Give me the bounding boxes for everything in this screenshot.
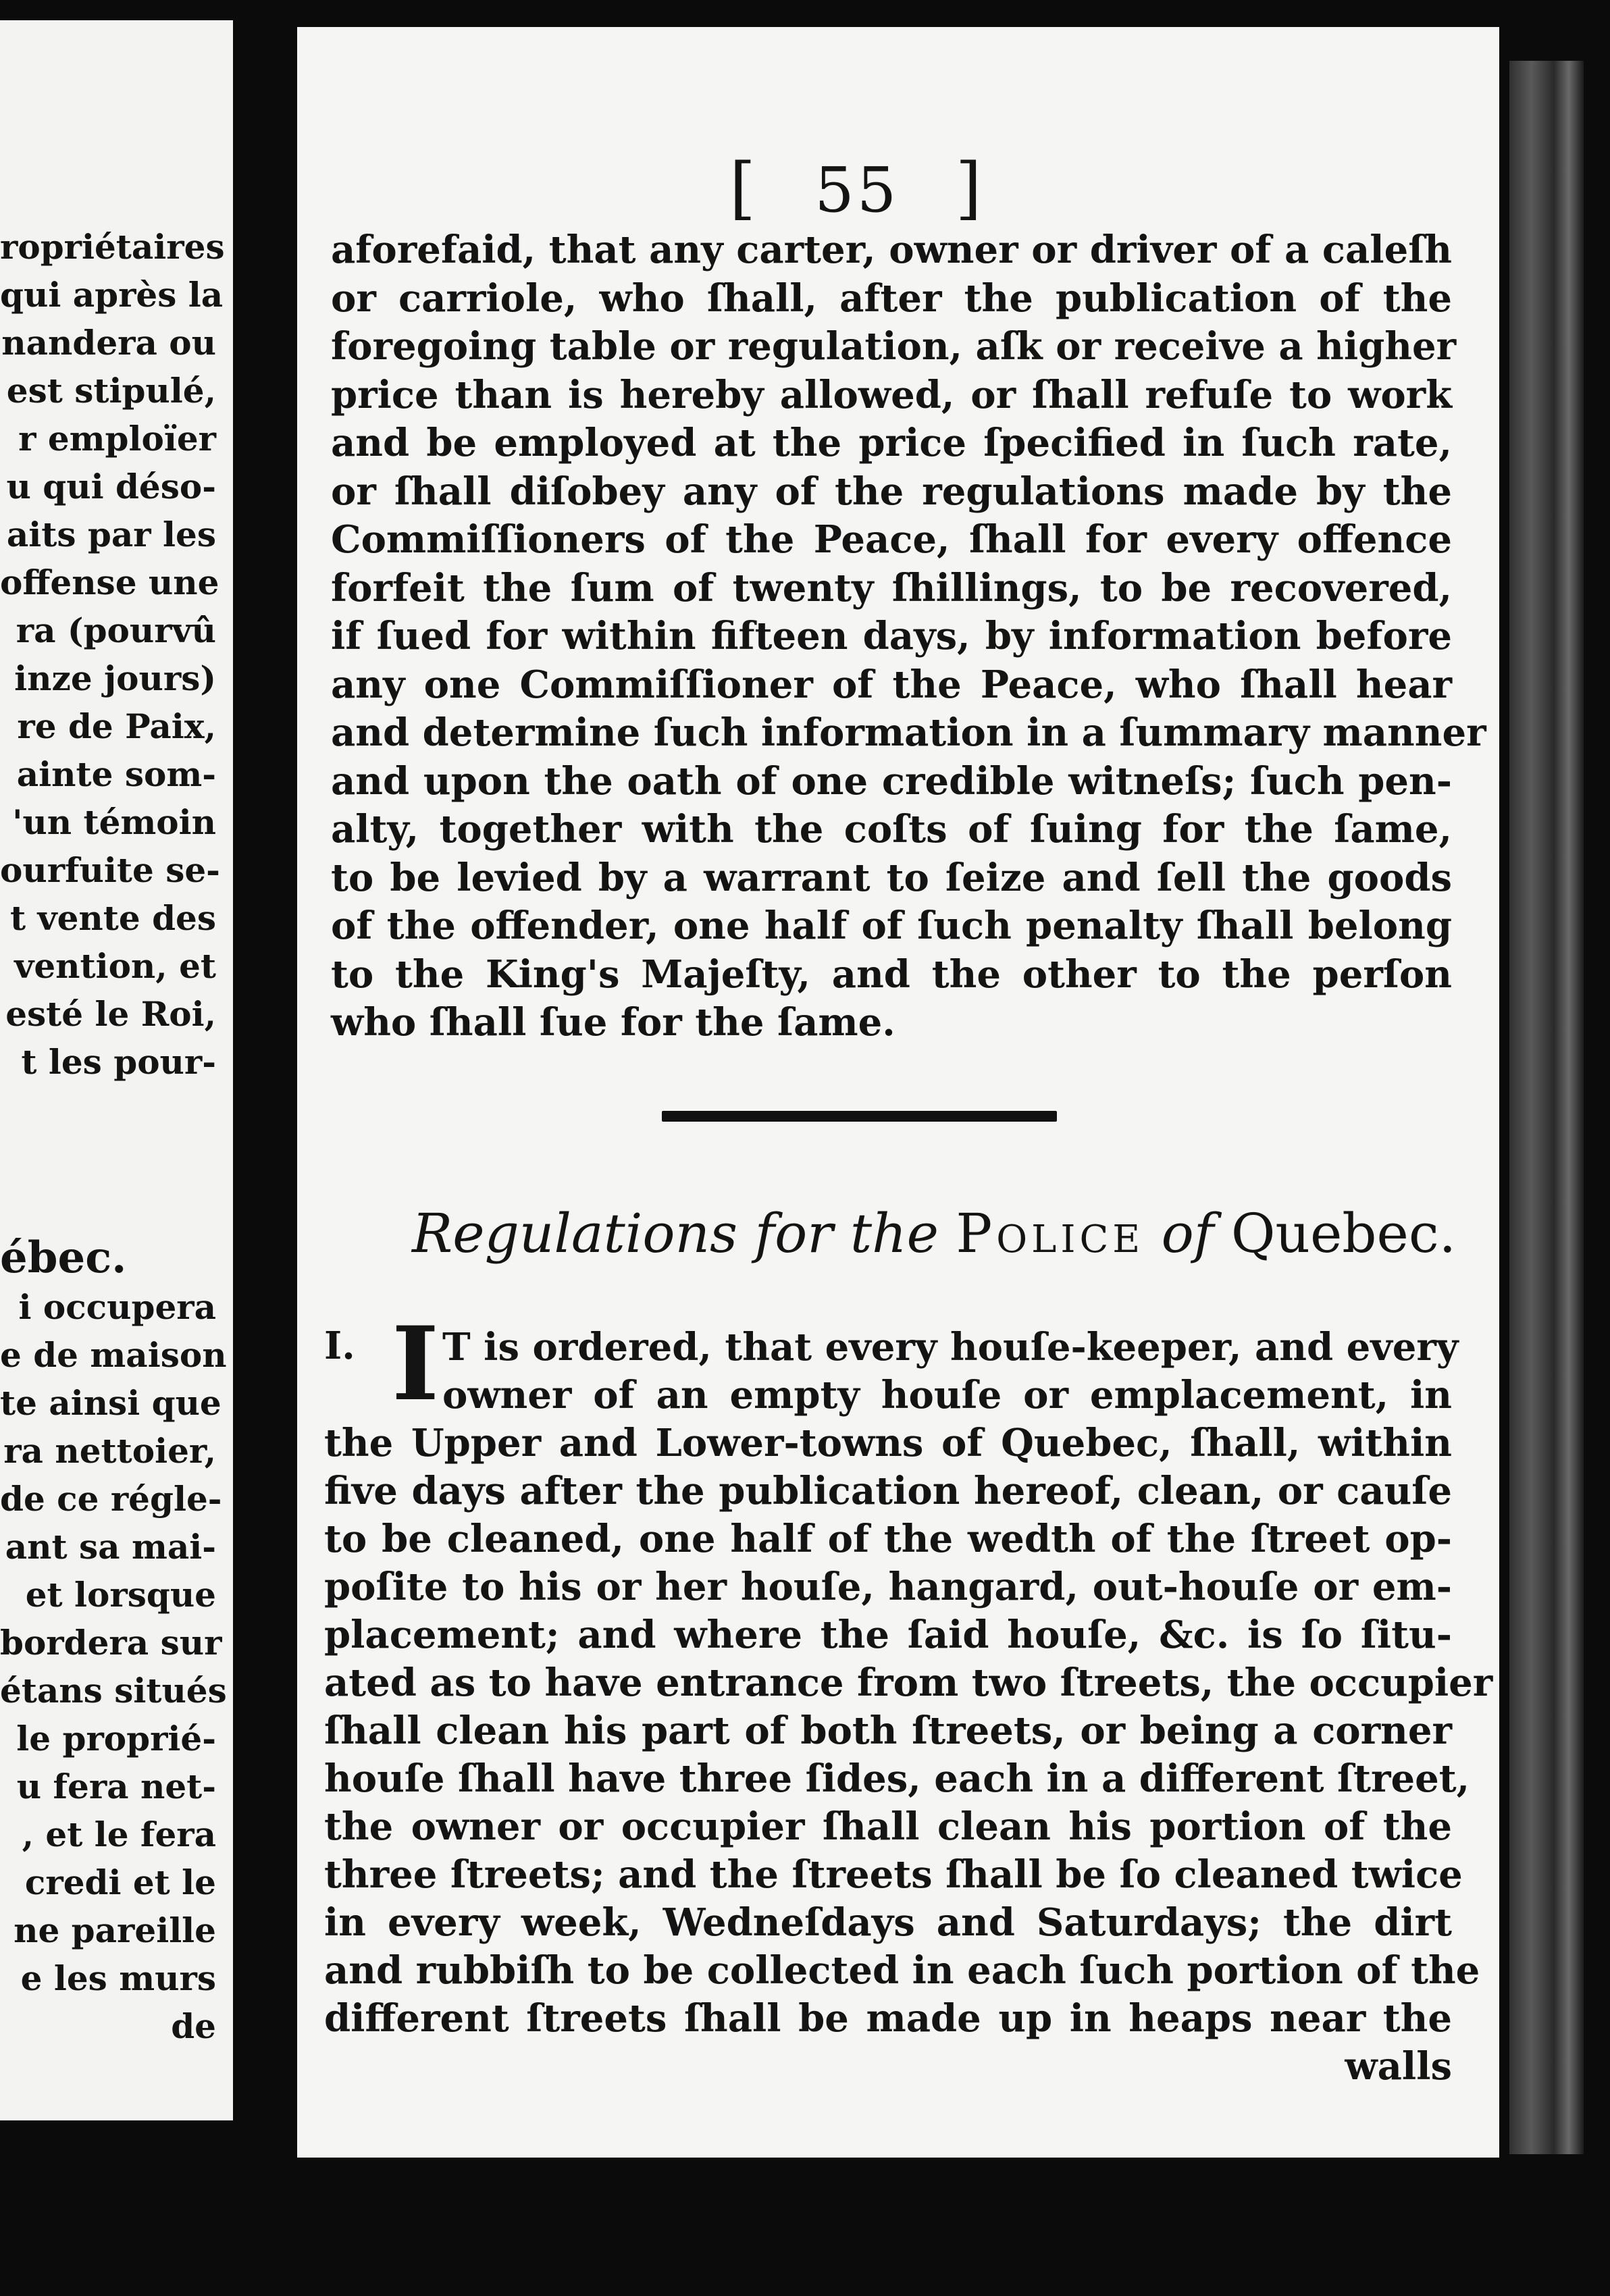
- text-line: T is ordered, that every houſe-keeper, and every: [442, 1325, 1459, 1369]
- bracket-close: ]: [955, 149, 985, 228]
- text-line: r emploïer: [18, 419, 216, 459]
- text-line: aits par les: [6, 515, 216, 554]
- left-page-heading: ébec.: [0, 1232, 127, 1283]
- text-line: to be cleaned, one half of the wedth of the ſtreet op-: [324, 1517, 1452, 1561]
- text-line: te ainsi que: [0, 1383, 222, 1423]
- text-line: est stipulé,: [6, 371, 216, 411]
- text-line: of the offender, one half of ſuch penalty ſhall belong: [331, 904, 1452, 948]
- section-title-part: Quebec.: [1230, 1202, 1457, 1265]
- text-line: ne pareille: [14, 1910, 216, 1950]
- left-page-text-bottom: [0, 1283, 227, 2050]
- section-divider-rule: [662, 1111, 1057, 1122]
- text-line: t les pour-: [21, 1042, 216, 1082]
- text-line: if ſued for within fifteen days, by information before: [331, 614, 1452, 658]
- text-line: the Upper and Lower-towns of Quebec, ſhall, within: [324, 1421, 1452, 1465]
- text-line: vention, et: [14, 946, 216, 986]
- text-line: le proprié-: [16, 1719, 216, 1758]
- paragraph-penalty: [331, 226, 1486, 1047]
- text-line: forfeit the ſum of twenty ſhillings, to be recovered,: [331, 565, 1452, 610]
- catchword: de: [171, 2006, 216, 2046]
- text-line: aforefaid, that any carter, owner or driver of a caleſh: [331, 228, 1452, 272]
- right-page: [297, 27, 1499, 2158]
- text-line: to the King's Majeſty, and the other to the perſon: [331, 951, 1452, 997]
- text-line: ſhall clean his part of both ſtreets, or being a corner: [324, 1708, 1452, 1753]
- text-line: the owner or occupier ſhall clean his portion of the: [324, 1804, 1452, 1849]
- text-line: e de maison: [0, 1335, 227, 1375]
- text-line: Commiſſioners of the Peace, ſhall for every offence: [331, 517, 1452, 562]
- text-line: u fera net-: [16, 1767, 216, 1806]
- text-line: ant sa mai-: [5, 1527, 216, 1567]
- text-line: offense une: [0, 563, 219, 602]
- catchword: walls: [1345, 2044, 1452, 2089]
- text-line: ainte som-: [16, 754, 216, 794]
- text-line: ourfuite se-: [0, 850, 220, 890]
- item-number: I.: [324, 1324, 355, 1368]
- text-line: ra (pourvû: [16, 610, 216, 650]
- text-line: five days after the publication hereof, clean, or cauſe: [324, 1469, 1452, 1513]
- text-line: price than is hereby allowed, or ſhall refuſe to work: [331, 372, 1452, 417]
- text-line: alty, together with the coſts of ſuing for the ſame,: [331, 807, 1452, 852]
- text-line: ra nettoier,: [3, 1431, 216, 1471]
- text-line: and rubbiſh to be collected in each ſuch portion of the: [324, 1948, 1480, 1993]
- text-line: nandera ou: [1, 323, 216, 363]
- text-line: poſite to his or her houſe, hangard, out-houſe or em-: [324, 1565, 1452, 1609]
- text-line: ropriétaires: [0, 227, 225, 267]
- text-line: in every week, Wedneſdays and Saturdays; the dirt: [324, 1900, 1452, 1945]
- text-line: owner of an empty houſe or emplacement, in: [442, 1373, 1452, 1417]
- text-line: or ſhall diſobey any of the regulations made by the: [331, 469, 1452, 514]
- text-line: étans situés: [0, 1671, 227, 1711]
- section-title-part: of: [1161, 1202, 1214, 1265]
- text-line: and be employed at the price ſpecified in ſuch rate,: [331, 421, 1452, 465]
- text-line: e les murs: [20, 1958, 216, 1998]
- text-line: de ce régle-: [0, 1479, 222, 1519]
- left-page-text-top: [0, 223, 225, 1086]
- text-line: u qui déso-: [6, 467, 216, 506]
- text-line: i occupera: [18, 1287, 216, 1327]
- text-line: inze jours): [14, 658, 216, 698]
- text-line: bordera sur: [0, 1623, 222, 1663]
- text-line: and upon the oath of one credible witneſs; ſuch pen-: [331, 758, 1452, 804]
- text-line: houſe ſhall have three ſides, each in a different ſtreet,: [324, 1756, 1470, 1801]
- paragraph-police-regulation: [324, 1324, 1493, 2091]
- book-page-edge: [1509, 61, 1584, 2154]
- section-title: [412, 1202, 1457, 1265]
- drop-cap-letter: I: [392, 1305, 440, 1424]
- text-line: three ſtreets; and the ſtreets ſhall be ſo cleaned twice: [324, 1852, 1463, 1897]
- text-line: et lorsque: [25, 1575, 216, 1615]
- section-title-part: Regulations for the: [412, 1202, 939, 1265]
- text-line: foregoing table or regulation, aſk or receive a higher: [331, 324, 1457, 369]
- text-line: credi et le: [24, 1862, 216, 1902]
- text-line: different ſtreets ſhall be made up in heaps near the: [324, 1996, 1452, 2041]
- text-line: 'un témoin: [12, 802, 216, 842]
- text-line: who ſhall ſue for the ſame.: [331, 1000, 895, 1045]
- text-line: , et le fera: [22, 1815, 216, 1854]
- text-line: re de Paix,: [17, 706, 216, 746]
- text-line: any one Commiſſioner of the Peace, who ſhall hear: [331, 662, 1452, 707]
- section-title-part: Police: [956, 1202, 1145, 1265]
- text-line: t vente des: [10, 898, 216, 938]
- text-line: ated as to have entrance from two ſtreets, the occupier: [324, 1661, 1493, 1705]
- text-line: placement; and where the ſaid houſe, &c. is ſo ſitu-: [324, 1613, 1452, 1657]
- left-page: [0, 20, 233, 2120]
- text-line: and determine ſuch information in a ſummary manner: [331, 710, 1486, 755]
- page-number: 55: [814, 154, 900, 226]
- text-line: to be levied by a warrant to ſeize and ſell the goods: [331, 855, 1452, 900]
- text-line: qui après la: [0, 275, 224, 315]
- text-line: esté le Roi,: [5, 994, 216, 1034]
- page-number-header: [729, 149, 985, 228]
- text-line: or carriole, who ſhall, after the publication of the: [331, 276, 1452, 321]
- bracket-open: [: [729, 149, 759, 228]
